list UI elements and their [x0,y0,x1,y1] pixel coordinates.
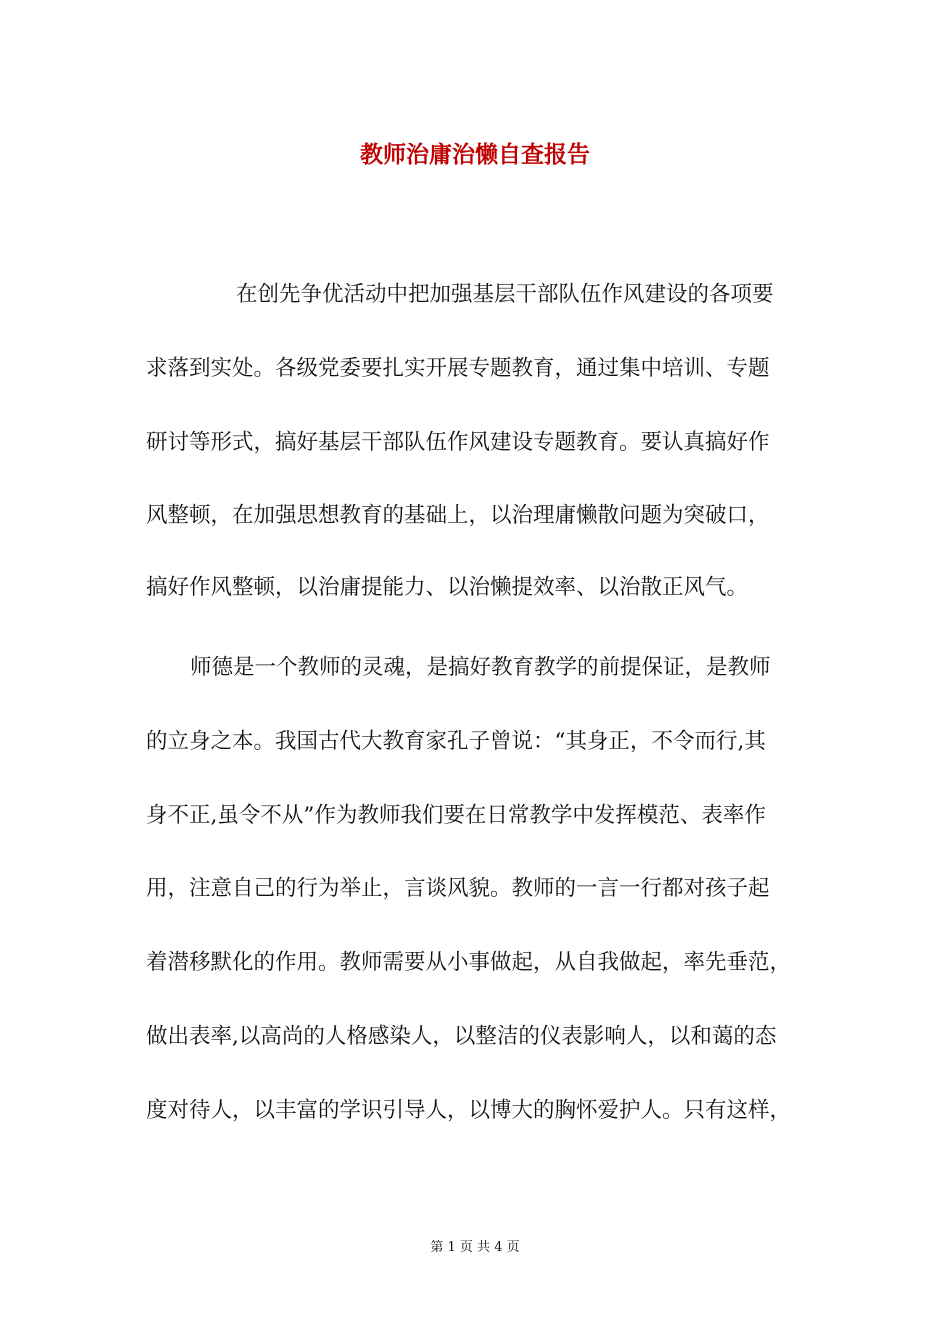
document-title: 教师治庸治懒自查报告 [360,141,590,168]
paragraph-line: 用，注意自己的行为举止，言谈风貌。教师的一言一行都对孩子起 [146,876,770,901]
paragraph-line: 的立身之本。我国古代大教育家孔子曾说：“其身正，不令而行,其 [146,729,766,754]
paragraph-line: 度对待人，以丰富的学识引导人，以博大的胸怀爱护人。只有这样， [146,1098,792,1123]
paragraph-line: 风整顿，在加强思想教育的基础上，以治理庸懒散问题为突破口， [146,503,770,528]
paragraph-line: 师德是一个教师的灵魂，是搞好教育教学的前提保证，是教师 [190,655,771,680]
paragraph-line: 搞好作风整顿，以治庸提能力、以治懒提效率、以治散正风气。 [146,575,749,600]
paragraph-line: 身不正,虽令不从”作为教师我们要在日常教学中发挥模范、表率作 [146,803,766,828]
paragraph-line: 在创先争优活动中把加强基层干部队伍作风建设的各项要 [236,282,774,307]
page-footer: 第 1 页 共 4 页 [430,1240,520,1255]
paragraph-line: 做出表率,以高尚的人格感染人，以整洁的仪表影响人，以和蔼的态 [146,1024,777,1049]
paragraph-line: 着潜移默化的作用。教师需要从小事做起，从自我做起，率先垂范， [146,950,792,975]
paragraph-line: 求落到实处。各级党委要扎实开展专题教育，通过集中培训、专题 [146,356,770,381]
paragraph-line: 研讨等形式，搞好基层干部队伍作风建设专题教育。要认真搞好作 [146,430,770,455]
